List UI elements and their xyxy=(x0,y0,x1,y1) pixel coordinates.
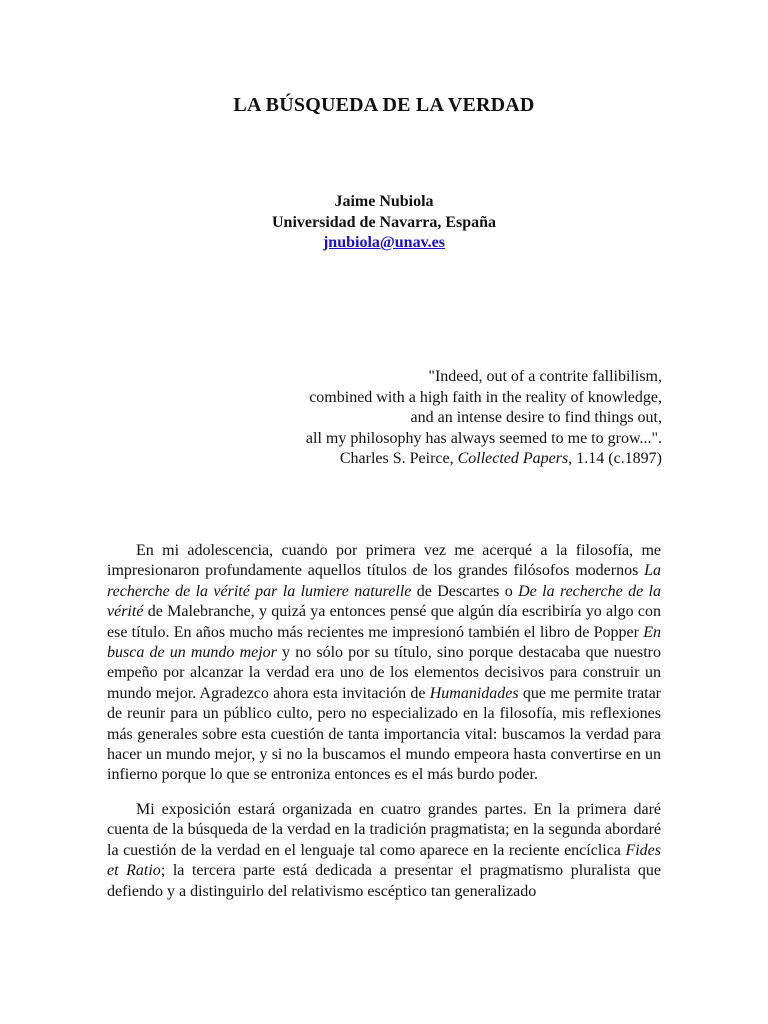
paragraph-text: y no sólo por su título, sino porque destacaba que nuestro empeño por alcanzar la verdad era uno de los elementos decisivos para construir un mundo mejor. Agradezco ahora esta invitación de xyxy=(107,644,662,702)
epigraph-line: and an intense desire to find things out, xyxy=(410,409,662,426)
author-block xyxy=(0,192,768,254)
document-title: LA BÚSQUEDA DE LA VERDAD xyxy=(233,94,535,116)
paragraph-italic: De la recherche de la vérité xyxy=(107,582,661,621)
epigraph-source-work: Collected Papers xyxy=(457,450,569,467)
epigraph-line: combined with a high faith in the reality of knowledge, xyxy=(309,388,662,406)
epigraph-source-ref: , 1.14 (c.1897) xyxy=(568,450,662,467)
epigraph-source-author: Charles S. Peirce, xyxy=(339,450,458,467)
paragraph-italic: La recherche de la vérité par la lumiere naturelle xyxy=(107,562,661,600)
epigraph-source xyxy=(242,449,662,470)
paragraph-text: que me permite tratar de reunir para un público culto, pero no especializado en la filosofía, mis reflexiones más generales sobre esta cuestión de tanta importancia vital: buscamos la verdad para hacer un mundo mejor, y si no la buscamos el mundo empeora hasta convertirse en un infierno porque lo que se entroniza entonces es el más burdo poder. xyxy=(107,684,662,784)
paragraph-italic: Fides et Ratio xyxy=(107,841,661,880)
epigraph-quote xyxy=(242,367,662,470)
body-text xyxy=(107,541,661,916)
paragraph-italic: En busca de un mundo mejor xyxy=(107,623,661,662)
paragraph-text: ; la tercera parte está dedicada a presentar el pragmatismo pluralista que defiendo y a distinguirlo del relativismo escéptico tan generalizado xyxy=(107,862,661,900)
paragraph-text: Mi exposición estará organizada en cuatro grandes partes. En la primera daré cuenta de la búsqueda de la verdad en la tradición pragmatista; en la segunda abordaré la cuestión de la verdad en el lenguaje tal como aparece en la reciente encíclica xyxy=(107,800,661,859)
paragraph-text: de Descartes o xyxy=(411,582,519,600)
body-paragraph-1 xyxy=(107,541,661,786)
paragraph-text: de Malebranche, y quizá ya entonces pensé que algún día escribiría yo algo con ese título. En años mucho más recientes me impresionó también el libro de Popper xyxy=(107,603,661,641)
body-paragraph-2 xyxy=(107,800,661,902)
epigraph-line: all my philosophy has always seemed to me to grow...". xyxy=(305,429,662,447)
author-email-link[interactable]: jnubiola@unav.es xyxy=(322,234,446,251)
author-affiliation: Universidad de Navarra, España xyxy=(271,213,497,231)
paragraph-italic: Humanidades xyxy=(429,684,519,702)
author-name: Jaime Nubiola xyxy=(334,193,434,210)
paragraph-text: En mi adolescencia, cuando por primera vez me acerqué a la filosofía, me impresionaron profundamente aquellos títulos de los grandes filósofos modernos xyxy=(107,542,661,580)
epigraph-line: "Indeed, out of a contrite fallibilism, xyxy=(428,368,662,385)
